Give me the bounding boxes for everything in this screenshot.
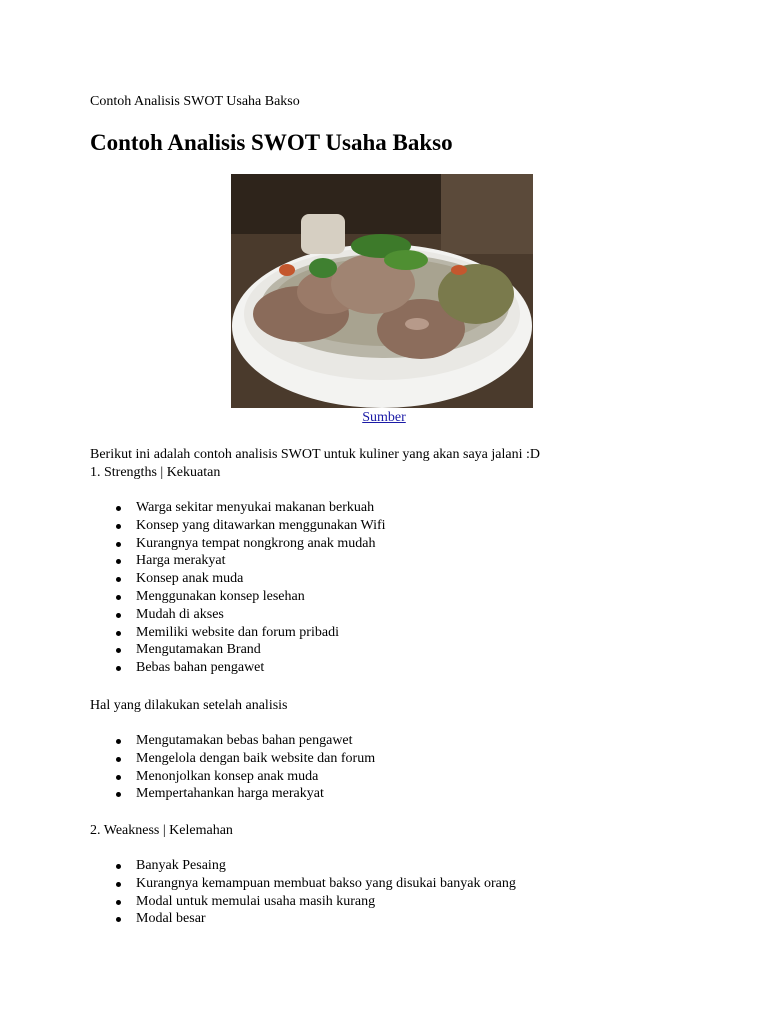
- list-item: Modal besar: [112, 910, 516, 928]
- after-analysis-list: [112, 732, 375, 803]
- list-item: Memiliki website dan forum pribadi: [112, 624, 386, 642]
- list-item: Kurangnya tempat nongkrong anak mudah: [112, 535, 386, 553]
- document-header: Contoh Analisis SWOT Usaha Bakso: [90, 94, 300, 109]
- list-item: Mengutamakan Brand: [112, 641, 386, 659]
- list-item: Konsep yang ditawarkan menggunakan Wifi: [112, 517, 386, 535]
- bakso-photo: [231, 174, 533, 408]
- list-item: Mengelola dengan baik website dan forum: [112, 750, 375, 768]
- list-item: Mengutamakan bebas bahan pengawet: [112, 732, 375, 750]
- page-title: Contoh Analisis SWOT Usaha Bakso: [90, 130, 453, 155]
- weakness-list: [112, 857, 516, 928]
- list-item: Konsep anak muda: [112, 570, 386, 588]
- list-item: Harga merakyat: [112, 552, 386, 570]
- list-item: Kurangnya kemampuan membuat bakso yang disukai banyak orang: [112, 875, 516, 893]
- list-item: Banyak Pesaing: [112, 857, 516, 875]
- source-link[interactable]: Sumber: [362, 410, 406, 425]
- intro-text: Berikut ini adalah contoh analisis SWOT untuk kuliner yang akan saya jalani :D: [90, 447, 540, 462]
- list-item: Menggunakan konsep lesehan: [112, 588, 386, 606]
- weakness-heading: 2. Weakness | Kelemahan: [90, 823, 233, 838]
- list-item: Mudah di akses: [112, 606, 386, 624]
- after-analysis-heading: Hal yang dilakukan setelah analisis: [90, 698, 288, 713]
- strengths-heading: 1. Strengths | Kekuatan: [90, 465, 221, 480]
- strengths-list: [112, 499, 386, 677]
- list-item: Menonjolkan konsep anak muda: [112, 768, 375, 786]
- list-item: Mempertahankan harga merakyat: [112, 785, 375, 803]
- list-item: Warga sekitar menyukai makanan berkuah: [112, 499, 386, 517]
- list-item: Bebas bahan pengawet: [112, 659, 386, 677]
- list-item: Modal untuk memulai usaha masih kurang: [112, 893, 516, 911]
